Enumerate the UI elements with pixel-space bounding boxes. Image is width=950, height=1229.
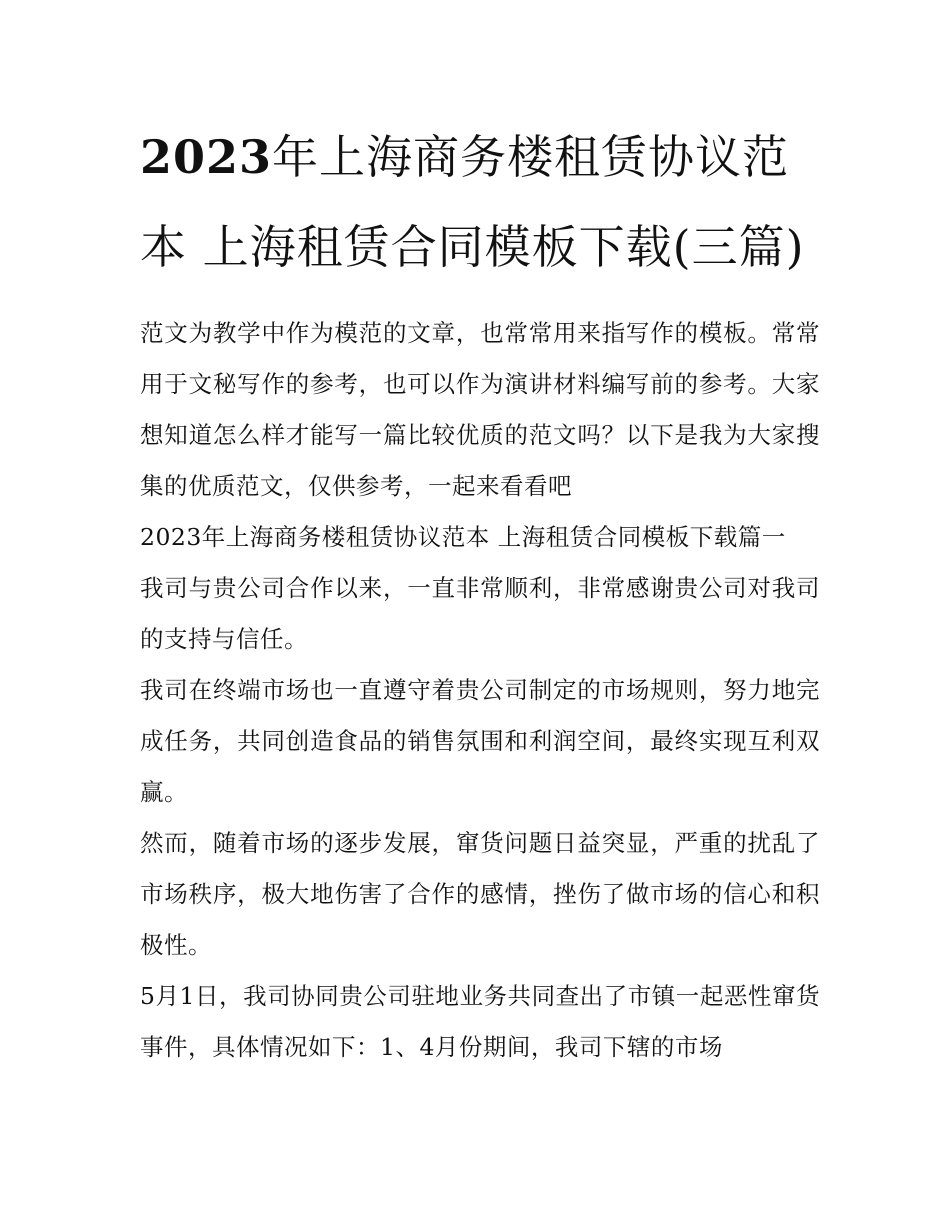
section-heading-1: 2023年上海商务楼租赁协议范本 上海租赁合同模板下载篇一: [140, 523, 786, 551]
title-year: 2023: [140, 130, 273, 184]
paragraph-cooperation: 我司与贵公司合作以来，一直非常顺利，非常感谢贵公司对我司的支持与信任。: [140, 574, 820, 653]
paragraph-intro: 范文为教学中作为模范的文章，也常常用来指写作的模板。常常用于文秘写作的参考，也可以作为演讲材料编写前的参考。大家想知道怎么样才能写一篇比较优质的范文吗？以下是我为大家搜集的优质范文，仅供参考，一起来看看吧: [140, 319, 820, 500]
document-body: [140, 308, 820, 1073]
paragraph-market-rules: 我司在终端市场也一直遵守着贵公司制定的市场规则，努力地完成任务，共同创造食品的销售氛围和利润空间，最终实现互利双赢。: [140, 676, 820, 806]
title-text: 年上海商务楼租赁协议范本 上海租赁合同模板下载(三篇): [140, 130, 805, 274]
document-page: [140, 112, 820, 1073]
paragraph-problem: 然而，随着市场的逐步发展，窜货问题日益突显，严重的扰乱了市场秩序，极大地伤害了合作的感情，挫伤了做市场的信心和积极性。: [140, 829, 820, 959]
document-title: [140, 112, 820, 292]
paragraph-incident: 5月1日，我司协同贵公司驻地业务共同查出了市镇一起恶性窜货事件，具体情况如下：1、4月份期间，我司下辖的市场: [140, 982, 820, 1061]
